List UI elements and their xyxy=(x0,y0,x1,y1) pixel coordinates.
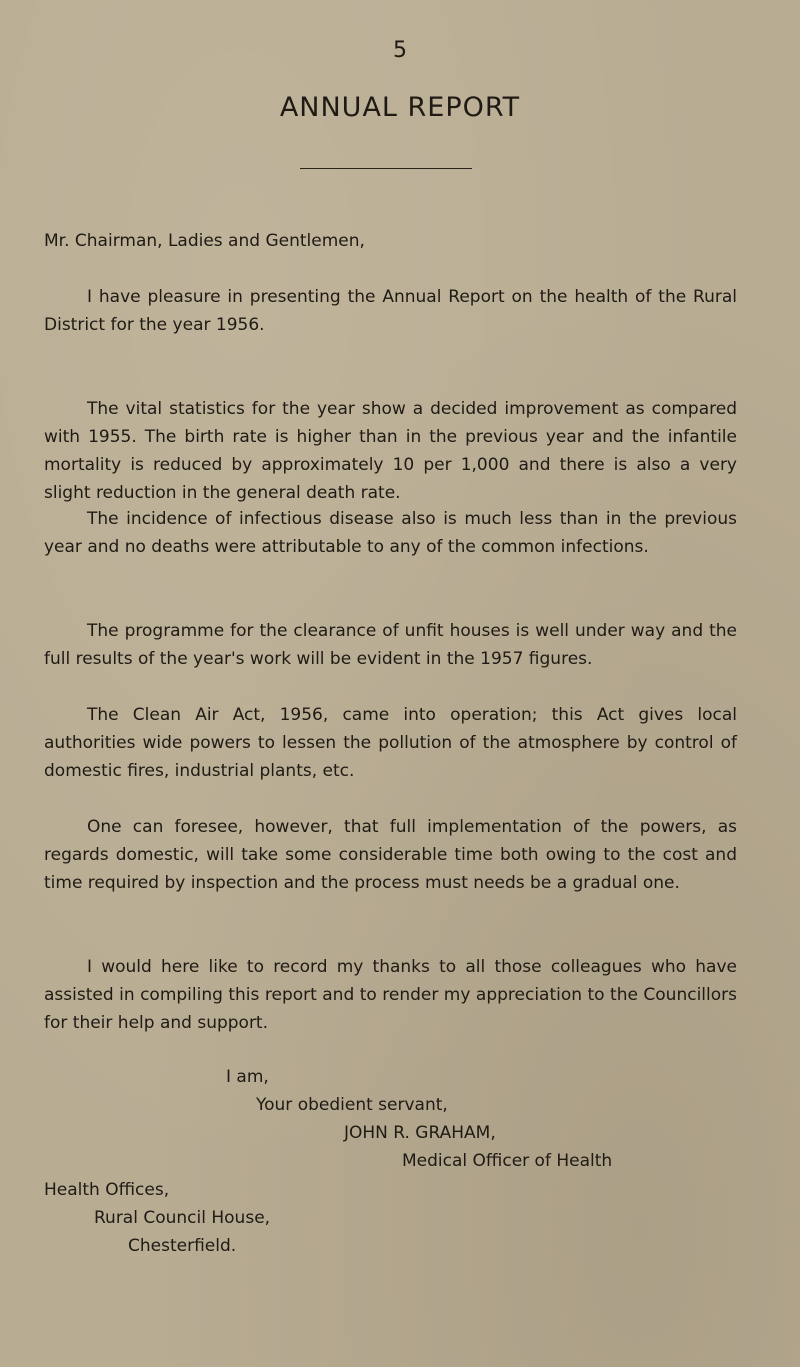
page-number: 5 xyxy=(393,38,407,63)
address-line-1: Health Offices, xyxy=(44,1180,170,1200)
salutation: Mr. Chairman, Ladies and Gentlemen, xyxy=(44,231,365,251)
paragraph-housing-programme: The programme for the clearance of unfit houses is well under way and the full results of the year's work will be evident in the 1957 figures. xyxy=(44,621,737,669)
address-line-2: Rural Council House, xyxy=(94,1208,271,1228)
paragraph-vital-statistics: The vital statistics for the year show a decided improvement as compared with 1955. The birth rate is higher than in the previous year and the infantile mortality is reduced by approximately 10 per 1,000 and there is also a very slight reduction in the general death rate. xyxy=(44,399,737,503)
paragraph-infectious-disease: The incidence of infectious disease also is much less than in the previous year and no deaths were attributable to any of the common infections. xyxy=(44,509,737,557)
title-divider xyxy=(300,168,472,169)
paragraph-thanks: I would here like to record my thanks to all those colleagues who have assisted in compiling this report and to render my appreciation to the Councillors for their help and support. xyxy=(44,957,737,1033)
signature-closing: I am, xyxy=(226,1067,269,1087)
report-title: ANNUAL REPORT xyxy=(279,92,521,123)
paragraph-clean-air-act: The Clean Air Act, 1956, came into operation; this Act gives local authorities wide powers to lessen the pollution of the atmosphere by control of domestic fires, industrial plants, etc. xyxy=(44,705,737,781)
signature-name: JOHN R. GRAHAM, xyxy=(344,1123,496,1143)
address-line-3: Chesterfield. xyxy=(128,1236,237,1256)
signature-valediction: Your obedient servant, xyxy=(256,1095,448,1115)
paragraph-implementation: One can foresee, however, that full implementation of the powers, as regards domestic, will take some considerable time both owing to the cost and time required by inspection and the process must needs be a gradual one. xyxy=(44,817,737,893)
signature-position: Medical Officer of Health xyxy=(402,1151,613,1171)
paragraph-introduction: I have pleasure in presenting the Annual Report on the health of the Rural District for the year 1956. xyxy=(44,287,737,335)
